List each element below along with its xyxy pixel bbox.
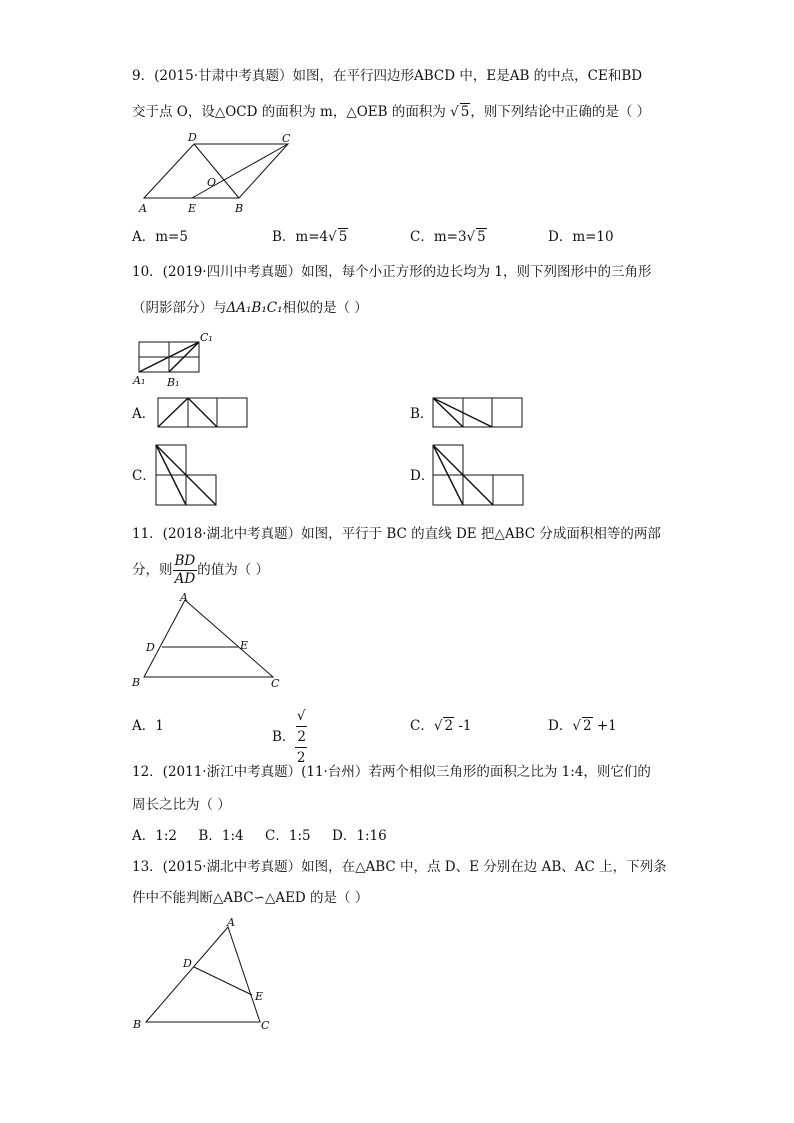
q13-label-b: B: [133, 1018, 142, 1031]
q10-option-a-figure: [157, 397, 251, 429]
q11-label-d: D: [146, 641, 155, 654]
q9-text-line2: [132, 102, 650, 122]
q12-options: A．1:2 B．1:4 C．1:5 D．1:16: [132, 828, 387, 844]
q11-option-b: B． √ 2 2: [272, 708, 307, 766]
q9-segment-ce: [192, 144, 288, 198]
q9-text-line2b: ，则下列结论中正确的是（ ）: [470, 104, 651, 120]
q9-diagonal-bd: [194, 144, 239, 198]
q13-text-line1: 13．(2015·湖北中考真题）如图，在△ABC 中，点 D、E 分别在边 AB、AC 上，下列条: [132, 859, 667, 875]
q10-option-d-figure: [432, 443, 526, 507]
q9-label-o: O: [207, 176, 217, 189]
q11-option-a: A．1: [132, 718, 164, 734]
q9-label-b: B: [235, 202, 244, 215]
q10-option-b-figure: [432, 397, 526, 429]
q10-option-c-figure: [155, 443, 219, 507]
q10-option-d-label: D．: [410, 468, 435, 484]
q13-triangle-abc: [146, 927, 260, 1022]
q9-label-a: A: [139, 202, 147, 215]
q13-text-line2: 件中不能判断△ABC∽△AED 的是（ ）: [132, 890, 369, 906]
q9-option-d: D．m=10: [548, 229, 614, 245]
q11-option-d: D．√ 2 +1: [548, 718, 617, 734]
q13-label-e: E: [255, 990, 264, 1003]
q9-label-d: D: [188, 132, 197, 144]
q11-fraction-bd-ad: $\frac{BD}{AD}$: [174, 553, 196, 587]
q13-label-a: A: [227, 916, 235, 929]
q11-triangle-abc: [144, 600, 273, 677]
q13-triangle-figure: [130, 916, 280, 1036]
q9-text-line2a: 交于点 O，设△OCD 的面积为 m，△OEB 的面积为: [132, 104, 451, 120]
q12-text-line1: 12．(2011·浙江中考真题）(11·台州）若两个相似三角形的面积之比为 1:4，则它们的: [132, 764, 651, 780]
q13-label-c: C: [261, 1019, 270, 1032]
q11-label-e: E: [240, 639, 249, 652]
q10-reference-figure: [132, 330, 222, 390]
q9-text-line1: 9．(2015·甘肃中考真题）如图，在平行四边形ABCD 中，E是AB 的中点，CE和BD: [132, 68, 643, 84]
q12-text-line2: 周长之比为（ ）: [132, 797, 231, 813]
q11-triangle-figure: [130, 590, 290, 690]
q11-label-c: C: [271, 677, 280, 690]
q9-option-a: A．m=5: [132, 229, 188, 245]
q10-triangle-name: ΔA₁B₁C₁: [226, 300, 283, 316]
q11-label-a: A: [180, 591, 188, 604]
q10-text-line1: 10．(2019·四川中考真题）如图，每个小正方形的边长均为 1，则下列图形中的三角形: [132, 264, 652, 280]
q11-option-c: C．√ 2 -1: [410, 718, 472, 734]
q13-label-d: D: [183, 957, 192, 970]
q9-option-c: C．m=3√ 5: [410, 229, 486, 245]
q10-label-a1: A₁: [133, 374, 146, 387]
q11-text-line1: 11．(2018·湖北中考真题）如图，平行于 BC 的直线 DE 把△ABC 分成面积相等的两部: [132, 526, 661, 542]
q10-text-line2: （阴影部分）与ΔA₁B₁C₁相似的是（ ）: [132, 300, 368, 316]
q9-option-b: B．m=4√ 5: [272, 229, 348, 245]
q10-label-b1: B₁: [167, 376, 180, 389]
q10-option-a-label: A．: [132, 406, 156, 422]
q10-label-c1: C₁: [200, 331, 213, 344]
q11-text-line2: 分，则 $\frac{BD}{AD}$ 的值为（ ）: [132, 553, 270, 587]
q9-sqrt: √ 5: [450, 104, 470, 120]
q9-label-c: C: [282, 132, 291, 145]
q11-label-b: B: [132, 676, 141, 689]
q10-option-b-label: B．: [410, 406, 434, 422]
q9-label-e: E: [188, 202, 197, 215]
q9-parallelogram-figure: [132, 132, 312, 220]
q10-option-c-label: C．: [132, 468, 156, 484]
